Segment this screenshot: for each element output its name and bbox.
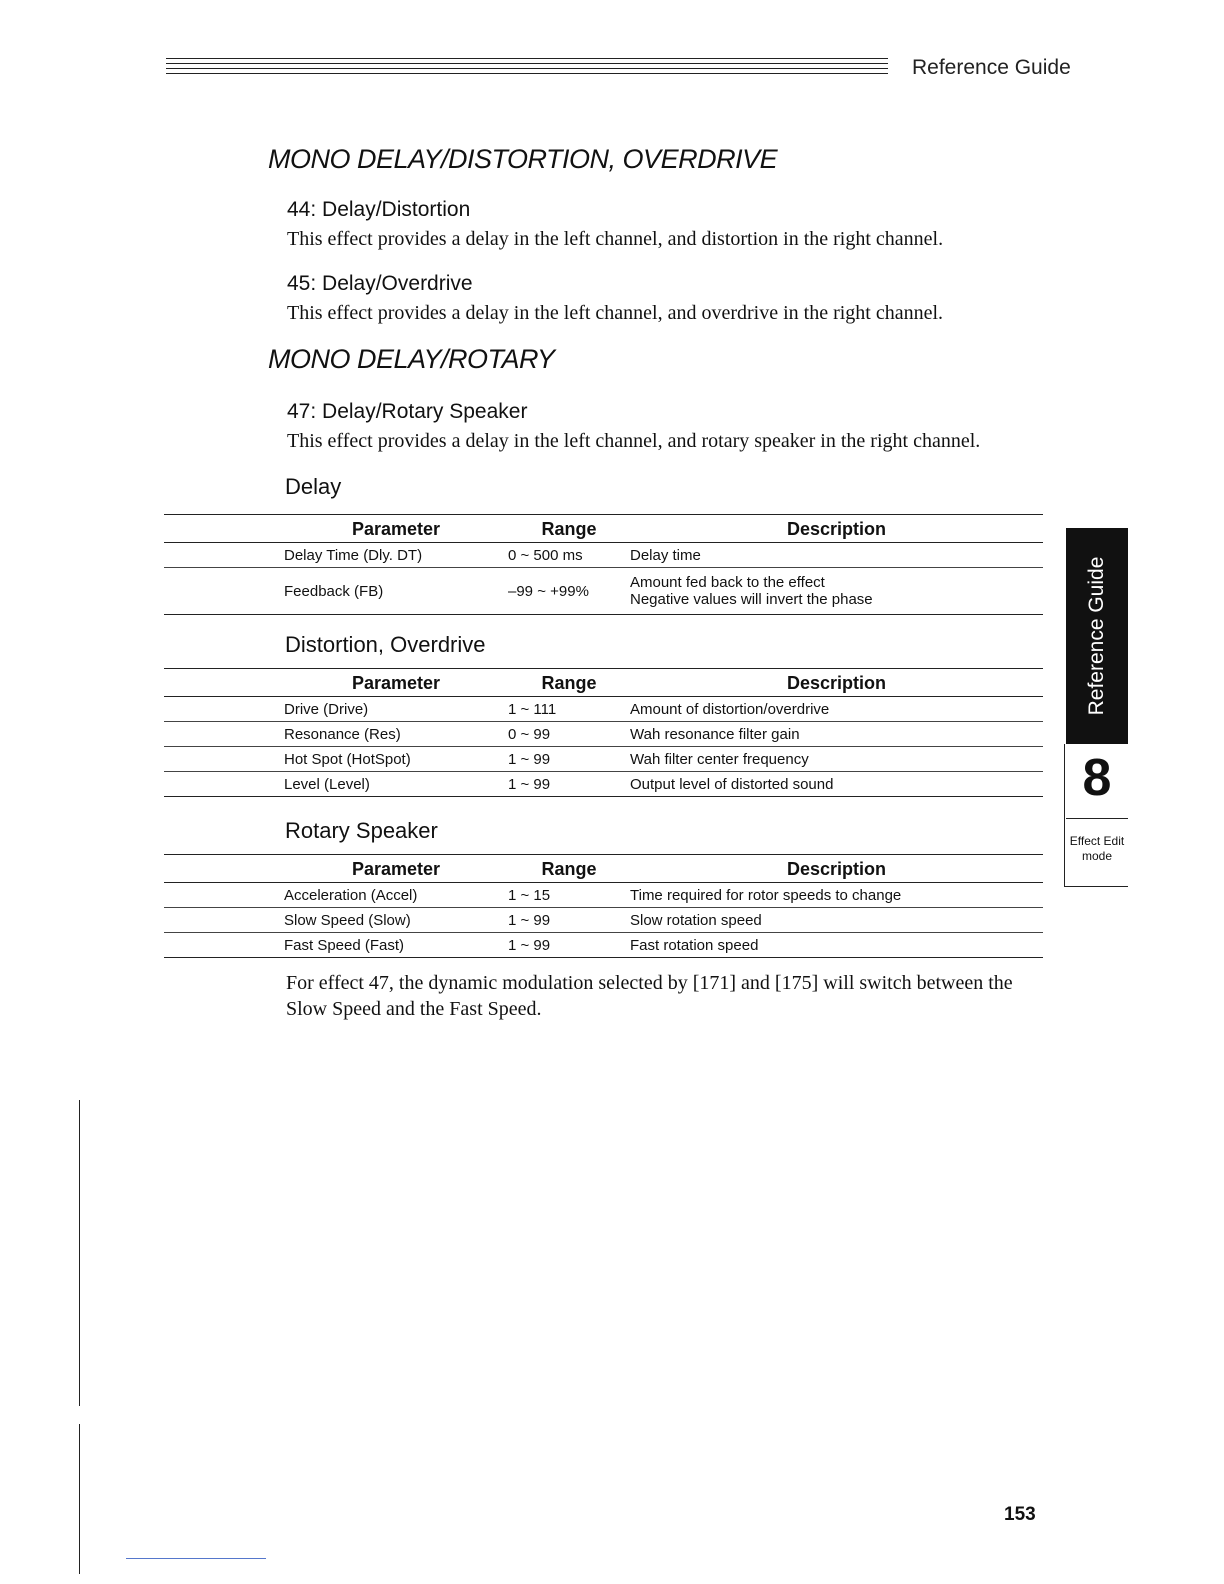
section-title: MONO DELAY/DISTORTION, OVERDRIVE bbox=[268, 144, 778, 174]
table-row bbox=[164, 747, 1043, 772]
column-header-parameter: Parameter bbox=[284, 515, 508, 543]
table-row bbox=[164, 772, 1043, 797]
delay-parameter-table bbox=[164, 514, 1043, 615]
param-range: 1 ~ 15 bbox=[508, 883, 630, 908]
note-paragraph: For effect 47, the dynamic modulation selected by [171] and [175] will switch between the Slow Speed and the Fast Speed. bbox=[286, 972, 1013, 1020]
distortion-parameter-table bbox=[164, 668, 1043, 797]
param-description bbox=[630, 568, 1043, 615]
margin-line bbox=[79, 1424, 80, 1574]
param-description: Time required for rotor speeds to change bbox=[630, 883, 1043, 908]
param-name: Slow Speed (Slow) bbox=[284, 908, 508, 933]
column-header-description: Description bbox=[630, 515, 1043, 543]
table-row bbox=[164, 933, 1043, 958]
description-line: Negative values will invert the phase bbox=[630, 591, 873, 608]
effect-description: This effect provides a delay in the left channel, and distortion in the right channel. bbox=[287, 228, 944, 250]
chapter-divider bbox=[1066, 818, 1128, 819]
column-header-description: Description bbox=[630, 855, 1043, 883]
running-header: Reference Guide bbox=[912, 56, 1071, 79]
param-range: –99 ~ +99% bbox=[508, 568, 630, 615]
column-header-range: Range bbox=[508, 669, 630, 697]
chapter-subtitle bbox=[1066, 834, 1128, 864]
table-row bbox=[164, 722, 1043, 747]
param-range: 0 ~ 99 bbox=[508, 722, 630, 747]
param-description: Slow rotation speed bbox=[630, 908, 1043, 933]
param-description: Output level of distorted sound bbox=[630, 772, 1043, 797]
param-range: 1 ~ 99 bbox=[508, 908, 630, 933]
param-range: 1 ~ 99 bbox=[508, 747, 630, 772]
chapter-side-tab bbox=[1066, 528, 1128, 744]
param-range: 0 ~ 500 ms bbox=[508, 543, 630, 568]
description-line: Amount fed back to the effect bbox=[630, 574, 825, 591]
margin-line bbox=[79, 1100, 80, 1406]
table-row bbox=[164, 697, 1043, 722]
param-range: 1 ~ 99 bbox=[508, 772, 630, 797]
param-name: Resonance (Res) bbox=[284, 722, 508, 747]
effect-heading: 45: Delay/Overdrive bbox=[287, 272, 473, 295]
column-header-parameter: Parameter bbox=[284, 855, 508, 883]
page-number: 153 bbox=[1004, 1504, 1036, 1525]
table-title: Distortion, Overdrive bbox=[285, 632, 486, 657]
chapter-box-border bbox=[1064, 744, 1065, 886]
chapter-subtitle-line: mode bbox=[1081, 849, 1113, 863]
chapter-number: 8 bbox=[1082, 749, 1112, 807]
column-header-parameter: Parameter bbox=[284, 669, 508, 697]
table-title: Delay bbox=[285, 474, 342, 499]
param-name: Delay Time (Dly. DT) bbox=[284, 543, 508, 568]
effect-heading: 47: Delay/Rotary Speaker bbox=[287, 400, 528, 423]
effect-heading: 44: Delay/Distortion bbox=[287, 198, 471, 221]
param-name: Feedback (FB) bbox=[284, 568, 508, 615]
param-description: Delay time bbox=[630, 543, 1043, 568]
param-name: Acceleration (Accel) bbox=[284, 883, 508, 908]
table-row bbox=[164, 908, 1043, 933]
param-description: Wah resonance filter gain bbox=[630, 722, 1043, 747]
param-description: Wah filter center frequency bbox=[630, 747, 1043, 772]
column-header-range: Range bbox=[508, 855, 630, 883]
bottom-rule bbox=[126, 1558, 266, 1559]
chapter-subtitle-line: Effect Edit bbox=[1069, 834, 1125, 848]
param-name: Hot Spot (HotSpot) bbox=[284, 747, 508, 772]
column-header-range: Range bbox=[508, 515, 630, 543]
column-header-description: Description bbox=[630, 669, 1043, 697]
param-description: Fast rotation speed bbox=[630, 933, 1043, 958]
param-name: Level (Level) bbox=[284, 772, 508, 797]
param-description: Amount of distortion/overdrive bbox=[630, 697, 1043, 722]
table-row bbox=[164, 543, 1043, 568]
effect-description: This effect provides a delay in the left channel, and overdrive in the right channel. bbox=[287, 302, 944, 324]
param-range: 1 ~ 99 bbox=[508, 933, 630, 958]
param-range: 1 ~ 111 bbox=[508, 697, 630, 722]
table-row bbox=[164, 568, 1043, 615]
side-tab-label: Reference Guide bbox=[1085, 556, 1108, 716]
section-title: MONO DELAY/ROTARY bbox=[268, 344, 555, 374]
rotary-parameter-table bbox=[164, 854, 1043, 958]
table-title: Rotary Speaker bbox=[285, 818, 438, 843]
header-rules bbox=[166, 56, 888, 76]
param-name: Fast Speed (Fast) bbox=[284, 933, 508, 958]
effect-description: This effect provides a delay in the left channel, and rotary speaker in the right channel. bbox=[287, 430, 981, 452]
chapter-box-border bbox=[1064, 886, 1128, 887]
table-row bbox=[164, 883, 1043, 908]
param-name: Drive (Drive) bbox=[284, 697, 508, 722]
